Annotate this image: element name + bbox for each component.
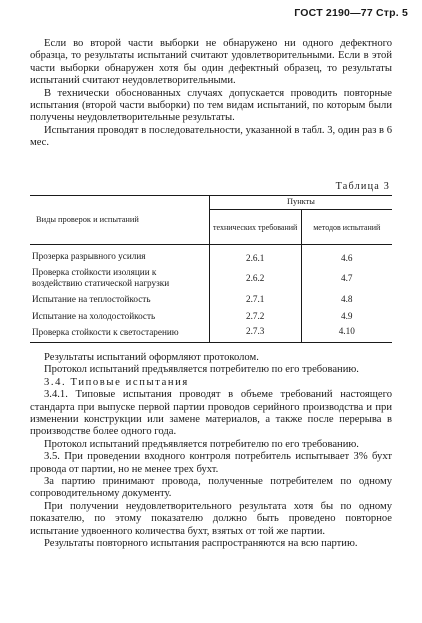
top-text [30, 38, 392, 150]
table-caption: Таблица 3 [335, 181, 390, 192]
tests-table [30, 195, 392, 343]
paragraph-incoming-control: 3.5. При проведении входного контроля потребитель испытывает 3% бухт провода от партии, но не менее трех бухт. [30, 451, 392, 475]
paragraph-protocol: Результаты испытаний оформляют протоколом. [44, 352, 259, 363]
col-header-methods: методов испытаний [301, 210, 392, 245]
method-point: 4.10 [301, 324, 392, 343]
test-name: Прозерка разрывного усилия [32, 251, 146, 261]
col-header-tests: Виды проверок и испытаний [30, 196, 209, 245]
paragraph-batch-definition: За партию принимают провода, полученные потребителем по одному сопроводительному документу. [30, 476, 392, 500]
method-point: 4.6 [301, 245, 392, 265]
paragraph-retest: При получении неудовлетворительного результата хотя бы по одному показателю, по этому показателю должно быть проведено повторное испытание удвоенного количества бухт, взятых от той же партии. [30, 500, 392, 537]
paragraph-retest-scope: Результаты повторного испытания распространяются на всю партию. [44, 538, 358, 550]
test-name: Проверка стойкости изоляции к воздействию статической нагрузки [32, 267, 170, 288]
req-point: 2.7.1 [209, 291, 301, 307]
test-name: Проверка стойкости к светостарению [30, 324, 209, 343]
req-point: 2.6.2 [209, 264, 301, 291]
req-point: 2.7.3 [209, 324, 301, 343]
table-row [30, 308, 392, 324]
bottom-text [30, 352, 392, 551]
test-name: Испытание на теплостойкость [32, 294, 151, 305]
paragraph-repeat-tests: В технически обоснованных случаях допускается проводить повторные испытания (второй части выборки) по тем видам испытаний, по которым были получены неудовлетворительные результаты. [30, 87, 392, 124]
table-row [30, 324, 392, 343]
method-point: 4.9 [301, 308, 392, 324]
page-header: ГОСТ 2190—77 Стр. 5 [294, 7, 408, 19]
table-row [30, 291, 392, 307]
paragraph-protocol-request: Протокол испытаний предъявляется потребителю по его требованию. [44, 364, 359, 376]
req-point: 2.7.2 [209, 308, 301, 324]
method-point: 4.8 [301, 291, 392, 307]
paragraph-protocol-request-2: Протокол испытаний предъявляется потребителю по его требованию. [44, 438, 359, 450]
section-heading-type-tests: 3.4. Типовые испытания [44, 376, 189, 388]
test-name: Испытание на холодостойкость [32, 310, 156, 321]
paragraph-defect-check: Если во второй части выборки не обнаружено ни одного дефектного образца, то результаты испытаний считают удовлетворительными. Если в этой части выборки обнаружен хотя бы один дефектный образец, то результаты испытаний считают неудовлетворительными. [30, 38, 392, 87]
paragraph-type-tests: 3.4.1. Типовые испытания проводят в объеме требований настоящего стандарта при выпуске первой партии проводов серийного производства и при изменении конструкции или замене материалов, а также после перерыва в производстве более одного года. [30, 389, 392, 438]
col-header-requirements: технических требований [209, 210, 301, 245]
paragraph-sequence: Испытания проводят в последовательности, указанной в табл. 3, один раз в 6 мес. [30, 124, 392, 149]
table-row [30, 264, 392, 291]
table-row [30, 245, 392, 265]
req-point: 2.6.1 [209, 245, 301, 265]
method-point: 4.7 [301, 264, 392, 291]
col-header-points: Пункты [209, 196, 392, 210]
